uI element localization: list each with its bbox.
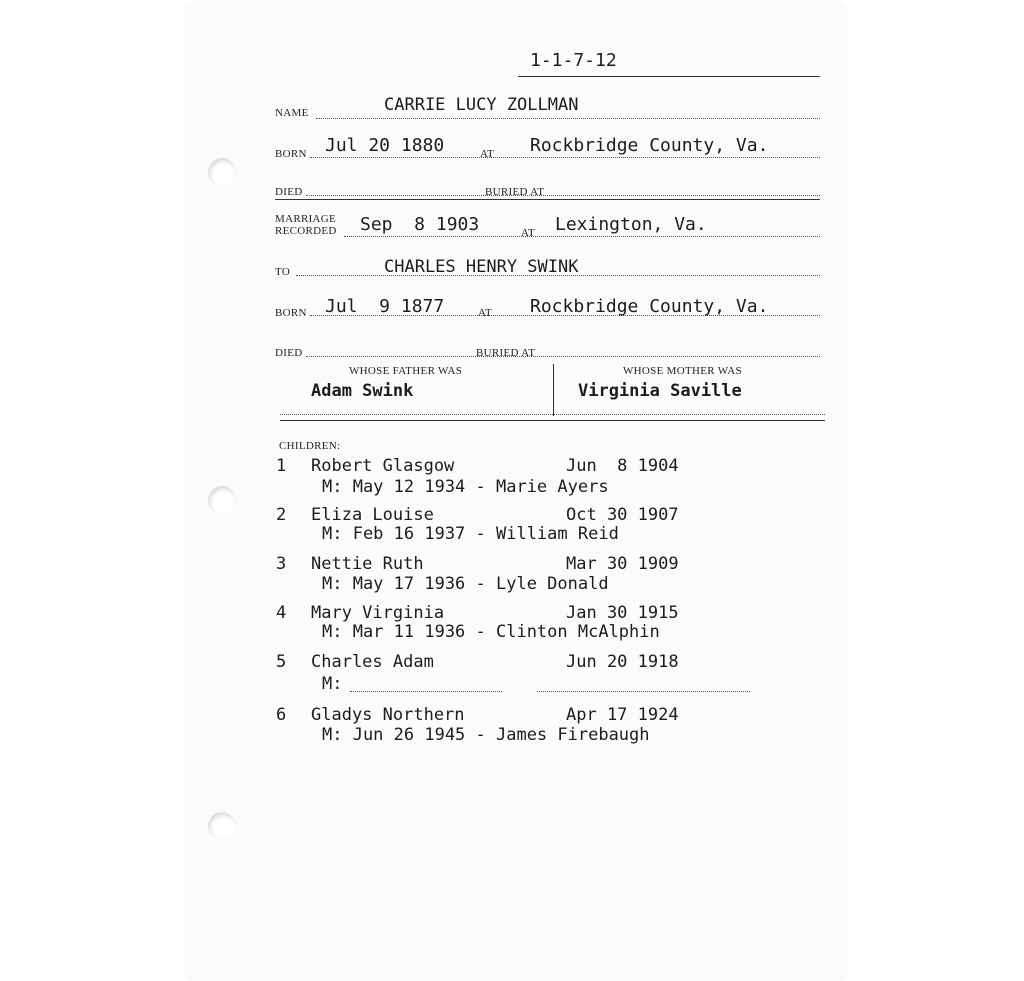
died-line <box>306 195 820 196</box>
to-label: TO <box>275 266 291 278</box>
spouse-born-at-label: AT <box>478 307 493 319</box>
parents-dots <box>280 414 825 415</box>
died-label: DIED <box>275 186 303 198</box>
punch-hole <box>208 486 236 514</box>
born-label: BORN <box>275 148 307 160</box>
name-line <box>316 118 820 119</box>
child-name: Mary Virginia <box>311 603 445 623</box>
file-number: 1-1-7-12 <box>530 50 617 71</box>
child-birth-date: Mar 30 1909 <box>566 554 679 574</box>
marriage-label: MARRIAGE <box>275 213 337 225</box>
child-name: Eliza Louise <box>311 505 434 525</box>
child-birth-date: Jun 8 1904 <box>566 456 679 476</box>
recorded-label: RECORDED <box>275 225 337 237</box>
child-marriage: M: <box>322 674 343 694</box>
born-at-label: AT <box>480 148 495 160</box>
marriage-line <box>344 236 820 237</box>
child-number: 5 <box>276 652 287 672</box>
subject-born-date: Jul 20 1880 <box>325 135 445 156</box>
section-divider <box>275 199 820 200</box>
spouse-buried-at-label: BURIED AT <box>476 347 536 359</box>
child-name: Nettie Ruth <box>311 554 424 574</box>
mother-name: Virginia Saville <box>578 381 742 401</box>
child-marriage: M: Mar 11 1936 - Clinton McAlphin <box>322 622 660 642</box>
mother-label: WHOSE MOTHER WAS <box>623 365 742 377</box>
spouse-died-line <box>306 356 820 357</box>
parents-bottom-rule <box>280 420 825 421</box>
spouse-died-label: DIED <box>275 347 303 359</box>
child-number: 1 <box>276 456 287 476</box>
father-label: WHOSE FATHER WAS <box>349 365 463 377</box>
child-marriage: M: May 12 1934 - Marie Ayers <box>322 477 609 497</box>
parents-divider <box>553 364 554 416</box>
buried-at-label: BURIED AT <box>485 186 545 198</box>
spouse-born-label: BORN <box>275 307 307 319</box>
child-number: 4 <box>276 603 287 623</box>
punch-hole <box>208 158 236 186</box>
child-number: 2 <box>276 505 287 525</box>
child-birth-date: Oct 30 1907 <box>566 505 679 525</box>
child-number: 3 <box>276 554 287 574</box>
spouse-name: CHARLES HENRY SWINK <box>384 257 579 277</box>
marriage-at-label: AT <box>521 227 536 239</box>
child-birth-date: Apr 17 1924 <box>566 705 679 725</box>
children-label: CHILDREN: <box>279 440 341 452</box>
child-name: Gladys Northern <box>311 705 465 725</box>
child-marriage: M: Feb 16 1937 - William Reid <box>322 524 619 544</box>
spouse-born-date: Jul 9 1877 <box>325 296 445 317</box>
spouse-born-place: Rockbridge County, Va. <box>530 296 769 317</box>
marriage-place: Lexington, Va. <box>555 214 707 235</box>
child-name: Charles Adam <box>311 652 434 672</box>
blank-marriage-line <box>350 691 502 692</box>
file-number-underline <box>518 76 820 77</box>
subject-born-place: Rockbridge County, Va. <box>530 135 769 156</box>
blank-spouse-line <box>537 691 750 692</box>
subject-name: CARRIE LUCY ZOLLMAN <box>384 95 579 115</box>
child-marriage: M: Jun 26 1945 - James Firebaugh <box>322 725 650 745</box>
child-number: 6 <box>276 705 287 725</box>
child-name: Robert Glasgow <box>311 456 455 476</box>
child-birth-date: Jun 20 1918 <box>566 652 679 672</box>
child-birth-date: Jan 30 1915 <box>566 603 679 623</box>
punch-hole <box>208 812 236 840</box>
name-label: NAME <box>275 107 309 119</box>
marriage-date: Sep 8 1903 <box>360 214 480 235</box>
father-name: Adam Swink <box>311 381 414 401</box>
child-marriage: M: May 17 1936 - Lyle Donald <box>322 574 609 594</box>
born-line <box>310 157 820 158</box>
